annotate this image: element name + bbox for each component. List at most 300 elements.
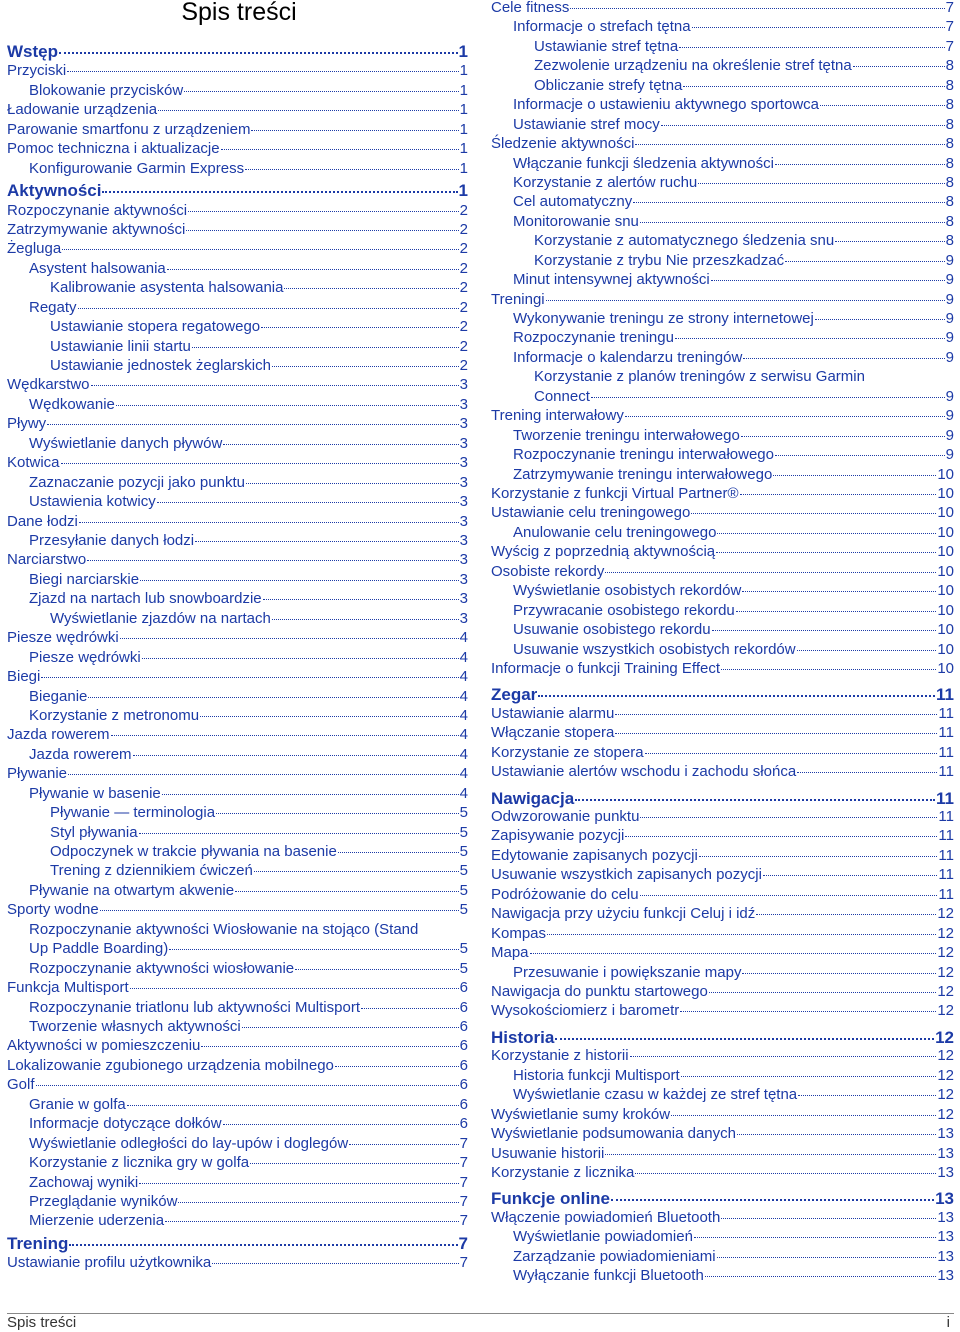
- toc-dot-leader: [717, 1257, 937, 1258]
- toc-entry[interactable]: [7, 160, 468, 177]
- toc-entry[interactable]: [491, 1209, 954, 1226]
- toc-entry[interactable]: [7, 493, 468, 510]
- toc-entry[interactable]: [491, 388, 954, 405]
- toc-page-number: 7: [945, 37, 954, 55]
- toc-entry[interactable]: [491, 291, 954, 308]
- toc-entry[interactable]: [7, 571, 468, 588]
- toc-entry-title: Anulowanie celu treningowego: [513, 523, 717, 541]
- toc-page-number: 4: [459, 687, 468, 705]
- toc-chapter[interactable]: [491, 685, 954, 705]
- toc-entry-title: Odwzorowanie punktu: [491, 808, 640, 826]
- toc-dot-leader: [295, 969, 459, 970]
- toc-entry[interactable]: [491, 1047, 954, 1064]
- toc-entry[interactable]: [7, 338, 468, 355]
- toc-page-number: 8: [945, 173, 954, 191]
- toc-page-number: 8: [945, 193, 954, 211]
- toc-dot-leader: [261, 327, 459, 328]
- toc-entry[interactable]: [7, 1076, 468, 1093]
- toc-page-number: 9: [945, 426, 954, 444]
- toc-entry[interactable]: [491, 763, 954, 780]
- toc-entry-title: Pomoc techniczna i aktualizacje: [7, 140, 220, 158]
- toc-entry[interactable]: [7, 1018, 468, 1035]
- toc-page-number: 11: [938, 846, 954, 864]
- toc-entry-title: Bieganie: [29, 687, 88, 705]
- toc-entry[interactable]: [491, 0, 954, 16]
- toc-entry[interactable]: [7, 726, 468, 743]
- toc-dot-leader: [62, 249, 458, 250]
- toc-entry[interactable]: [491, 77, 954, 94]
- toc-entry[interactable]: [7, 1154, 468, 1171]
- toc-dot-leader: [530, 953, 937, 954]
- toc-entry[interactable]: [7, 82, 468, 99]
- toc-dot-leader: [165, 1221, 459, 1222]
- toc-entry[interactable]: [7, 202, 468, 219]
- toc-entry-title: Rozpoczynanie triatlonu lub aktywności Multisport: [29, 998, 360, 1016]
- toc-page-number: 7: [458, 1233, 468, 1253]
- toc-entry[interactable]: [491, 1067, 954, 1084]
- toc-entry[interactable]: [491, 252, 954, 269]
- toc-page-number: 4: [459, 706, 468, 724]
- toc-page-number: 12: [937, 1066, 954, 1084]
- toc-entry[interactable]: [491, 1164, 954, 1181]
- toc-dot-leader: [797, 650, 937, 651]
- toc-entry[interactable]: [7, 357, 468, 374]
- toc-entry-title: Zapisywanie pozycji: [491, 827, 625, 845]
- toc-entry-title: Informacje o ustawieniu aktywnego sportowca: [513, 96, 819, 114]
- toc-entry[interactable]: [491, 135, 954, 152]
- toc-entry-title: Zjazd na nartach lub snowboardzie: [29, 590, 262, 608]
- toc-entry[interactable]: [491, 563, 954, 580]
- toc-page-number: 12: [937, 1002, 954, 1020]
- toc-entry-title: Funkcje online: [491, 1189, 611, 1209]
- toc-entry[interactable]: [491, 504, 954, 521]
- toc-entry-title: Trening interwałowy: [491, 407, 624, 425]
- toc-dot-leader: [88, 697, 458, 698]
- toc-dot-leader: [167, 269, 459, 270]
- toc-entry[interactable]: [491, 57, 954, 74]
- toc-entry[interactable]: [7, 551, 468, 568]
- toc-dot-leader: [775, 164, 945, 165]
- toc-entry[interactable]: [7, 1174, 468, 1191]
- toc-entry[interactable]: [7, 882, 468, 899]
- toc-page-number: 9: [945, 348, 954, 366]
- toc-entry[interactable]: [7, 474, 468, 491]
- toc-chapter[interactable]: [491, 1189, 954, 1209]
- toc-entry-title: Żegluga: [7, 240, 62, 258]
- toc-dot-leader: [186, 230, 458, 231]
- toc-entry[interactable]: [491, 543, 954, 560]
- toc-entry-title: Korzystanie z funkcji Virtual Partner®: [491, 485, 739, 502]
- toc-entry[interactable]: [7, 376, 468, 393]
- toc-entry[interactable]: [491, 1106, 954, 1123]
- toc-entry[interactable]: [7, 921, 468, 938]
- toc-entry[interactable]: [491, 964, 954, 981]
- toc-entry-title: Trening z dziennikiem ćwiczeń: [50, 862, 253, 880]
- toc-page-number: 11: [938, 808, 954, 826]
- toc-dot-leader: [699, 856, 938, 857]
- toc-entry[interactable]: [7, 318, 468, 335]
- toc-entry[interactable]: [7, 121, 468, 138]
- toc-entry[interactable]: [491, 524, 954, 541]
- toc-entry[interactable]: [491, 368, 954, 385]
- toc-page-number: 9: [945, 407, 954, 425]
- toc-entry-title: Jazda rowerem: [29, 745, 132, 763]
- toc-entry[interactable]: [7, 454, 468, 471]
- toc-entry[interactable]: [7, 279, 468, 296]
- toc-entry[interactable]: [7, 765, 468, 782]
- toc-entry[interactable]: [491, 582, 954, 599]
- toc-entry-title: Nawigacja: [491, 788, 575, 808]
- toc-entry[interactable]: [491, 1086, 954, 1103]
- toc-entry[interactable]: [491, 1125, 954, 1142]
- toc-entry-title: Wyświetlanie podsumowania danych: [491, 1125, 736, 1143]
- toc-entry[interactable]: [7, 940, 468, 957]
- toc-entry[interactable]: [7, 221, 468, 238]
- toc-page-number: 4: [459, 629, 468, 647]
- toc-page-number: 10: [937, 465, 954, 483]
- toc-entry[interactable]: [491, 724, 954, 741]
- toc-entry[interactable]: [7, 1135, 468, 1152]
- toc-dot-leader: [41, 677, 458, 678]
- toc-entry[interactable]: [7, 979, 468, 996]
- toc-dot-leader: [142, 658, 459, 659]
- toc-entry[interactable]: [491, 660, 954, 677]
- toc-entry[interactable]: [7, 1193, 468, 1210]
- toc-page-number: 2: [459, 201, 468, 219]
- toc-entry-title: Ustawianie jednostek żeglarskich: [50, 357, 271, 375]
- toc-entry[interactable]: [491, 808, 954, 825]
- toc-entry[interactable]: [491, 886, 954, 903]
- toc-entry-title: Wędkarstwo: [7, 376, 90, 394]
- toc-chapter[interactable]: [7, 42, 468, 62]
- toc-page-number: 11: [938, 866, 954, 884]
- toc-dot-leader: [120, 638, 459, 639]
- toc-page-number: 1: [459, 101, 468, 119]
- toc-dot-leader: [272, 366, 459, 367]
- toc-entry[interactable]: [491, 1002, 954, 1019]
- toc-dot-leader: [250, 1163, 459, 1164]
- toc-entry[interactable]: [491, 905, 954, 922]
- toc-entry[interactable]: [491, 155, 954, 172]
- toc-entry[interactable]: [491, 349, 954, 366]
- toc-entry[interactable]: [7, 629, 468, 646]
- toc-page-number: 3: [459, 434, 468, 452]
- toc-entry-title: Włączenie powiadomień Bluetooth: [491, 1208, 721, 1226]
- toc-page-number: 12: [937, 1086, 954, 1104]
- toc-entry[interactable]: [491, 744, 954, 761]
- toc-dot-leader: [335, 1066, 459, 1067]
- toc-entry[interactable]: [491, 232, 954, 249]
- toc-page-number: 11: [938, 827, 954, 845]
- toc-dot-leader: [756, 914, 936, 915]
- toc-entry[interactable]: [491, 485, 954, 502]
- toc-entry-title: Korzystanie z planów treningów z serwisu Garmin: [534, 368, 865, 386]
- toc-entry-title: Rozpoczynanie treningu: [513, 329, 674, 347]
- toc-page-number: 10: [937, 621, 954, 639]
- toc-entry-title: Ustawienia kotwicy: [29, 493, 156, 511]
- toc-page-number: 4: [459, 784, 468, 802]
- toc-dot-leader: [223, 1124, 459, 1125]
- toc-entry[interactable]: [491, 116, 954, 133]
- toc-page-number: 5: [459, 823, 468, 841]
- toc-dot-leader: [705, 1276, 937, 1277]
- toc-page-number: 7: [459, 1254, 468, 1272]
- toc-dot-leader: [575, 799, 935, 801]
- toc-entry[interactable]: [491, 329, 954, 346]
- toc-dot-leader: [69, 1244, 457, 1246]
- toc-entry[interactable]: [491, 983, 954, 1000]
- toc-entry[interactable]: [7, 824, 468, 841]
- toc-entry[interactable]: [491, 213, 954, 230]
- toc-chapter[interactable]: [7, 181, 468, 201]
- toc-entry-title: Sporty wodne: [7, 901, 99, 919]
- toc-dot-leader: [133, 755, 459, 756]
- toc-dot-leader: [671, 1115, 936, 1116]
- toc-page-number: 11: [938, 743, 954, 761]
- toc-entry[interactable]: [491, 446, 954, 463]
- toc-entry-title: Zaznaczanie pozycji jako punktu: [29, 473, 245, 491]
- toc-entry-title: Zachowaj wyniki: [29, 1173, 139, 1191]
- toc-entry[interactable]: [491, 466, 954, 483]
- toc-entry-title: Korzystanie z licznika gry w golfa: [29, 1154, 250, 1172]
- toc-entry[interactable]: [491, 641, 954, 658]
- toc-entry[interactable]: [491, 18, 954, 35]
- toc-entry-title: Parowanie smartfonu z urządzeniem: [7, 120, 251, 138]
- toc-entry[interactable]: [491, 96, 954, 113]
- toc-dot-leader: [201, 1046, 458, 1047]
- toc-page-number: 2: [459, 357, 468, 375]
- toc-entry[interactable]: [7, 1212, 468, 1229]
- toc-entry[interactable]: [491, 621, 954, 638]
- toc-entry-title: Pływanie — terminologia: [50, 804, 216, 822]
- toc-dot-leader: [47, 424, 458, 425]
- toc-entry-title: Rozpoczynanie treningu interwałowego: [513, 446, 774, 464]
- toc-entry-title: Minut intensywnej aktywności: [513, 271, 710, 289]
- toc-entry[interactable]: [491, 827, 954, 844]
- toc-dot-leader: [763, 875, 937, 876]
- toc-chapter[interactable]: [7, 1234, 468, 1254]
- toc-entry[interactable]: [491, 866, 954, 883]
- toc-page-number: 8: [945, 212, 954, 230]
- toc-entry-title: Trening: [7, 1233, 69, 1253]
- toc-page-number: 2: [459, 337, 468, 355]
- toc-entry-title: Odpoczynek w trakcie pływania na basenie: [50, 843, 337, 861]
- toc-entry[interactable]: [491, 1248, 954, 1265]
- toc-entry[interactable]: [7, 999, 468, 1016]
- toc-entry[interactable]: [7, 843, 468, 860]
- toc-entry[interactable]: [7, 299, 468, 316]
- toc-page-number: 1: [458, 181, 468, 201]
- toc-entry-title: Mierzenie uderzenia: [29, 1212, 165, 1230]
- toc-entry[interactable]: [491, 1267, 954, 1284]
- toc-dot-leader: [717, 533, 936, 534]
- toc-entry[interactable]: [7, 590, 468, 607]
- toc-dot-leader: [740, 494, 937, 495]
- toc-page-number: 7: [459, 1192, 468, 1210]
- toc-entry[interactable]: [491, 174, 954, 191]
- toc-dot-leader: [169, 949, 458, 950]
- toc-entry-title: Pływanie na otwartym akwenie: [29, 881, 235, 899]
- toc-page-number: 7: [459, 1212, 468, 1230]
- toc-dot-leader: [681, 1076, 937, 1077]
- toc-page-number: 6: [459, 1115, 468, 1133]
- toc-entry[interactable]: [491, 310, 954, 327]
- toc-dot-leader: [538, 695, 935, 697]
- toc-page-number: 8: [945, 154, 954, 172]
- toc-entry-title: Zatrzymywanie treningu interwałowego: [513, 465, 773, 483]
- toc-page-number: 12: [937, 1047, 954, 1065]
- toc-dot-leader: [555, 1038, 934, 1040]
- toc-entry[interactable]: [7, 1115, 468, 1132]
- toc-dot-leader: [661, 125, 945, 126]
- toc-entry-title: Piesze wędrówki: [7, 629, 119, 647]
- toc-entry[interactable]: [491, 193, 954, 210]
- toc-dot-leader: [716, 552, 936, 553]
- toc-entry[interactable]: [7, 62, 468, 79]
- toc-page-number: 3: [459, 376, 468, 394]
- toc-entry-title: Edytowanie zapisanych pozycji: [491, 846, 698, 864]
- toc-page-number: 2: [459, 279, 468, 297]
- toc-dot-leader: [127, 1105, 459, 1106]
- toc-entry-title: Mapa: [491, 944, 529, 962]
- toc-chapter[interactable]: [491, 1028, 954, 1048]
- toc-page-number: 13: [937, 1208, 954, 1226]
- toc-page-number: 13: [937, 1125, 954, 1143]
- toc-dot-leader: [709, 992, 937, 993]
- toc-page-number: 3: [459, 473, 468, 491]
- toc-entry-title: Przywracanie osobistego rekordu: [513, 601, 735, 619]
- toc-entry[interactable]: [491, 705, 954, 722]
- toc-entry[interactable]: [7, 901, 468, 918]
- toc-dot-leader: [797, 772, 937, 773]
- toc-page-number: 13: [937, 1163, 954, 1181]
- toc-page-number: 2: [459, 259, 468, 277]
- toc-dot-leader: [87, 560, 458, 561]
- toc-dot-leader: [853, 66, 945, 67]
- footer-divider: [7, 1313, 954, 1314]
- toc-page-number: 13: [937, 1247, 954, 1265]
- toc-dot-leader: [675, 338, 945, 339]
- toc-dot-leader: [683, 86, 944, 87]
- toc-page-number: 10: [937, 523, 954, 541]
- toc-page-number: 5: [459, 940, 468, 958]
- toc-page-number: 9: [945, 310, 954, 328]
- toc-entry[interactable]: [491, 944, 954, 961]
- toc-page-number: 5: [459, 959, 468, 977]
- toc-page-number: 4: [459, 648, 468, 666]
- toc-page-number: 7: [459, 1134, 468, 1152]
- toc-dot-leader: [242, 1027, 459, 1028]
- toc-page-number: 10: [937, 601, 954, 619]
- toc-dot-leader: [630, 1056, 937, 1057]
- toc-entry-title: Granie w golfa: [29, 1095, 126, 1113]
- toc-entry-title: Rozpoczynanie aktywności wiosłowanie: [29, 959, 295, 977]
- toc-entry[interactable]: [7, 1254, 468, 1271]
- toc-entry[interactable]: [7, 610, 468, 627]
- toc-dot-leader: [547, 934, 936, 935]
- toc-page-number: 10: [937, 504, 954, 522]
- toc-entry[interactable]: [491, 925, 954, 942]
- toc-entry[interactable]: [7, 862, 468, 879]
- toc-entry[interactable]: [7, 785, 468, 802]
- toc-entry[interactable]: [491, 271, 954, 288]
- toc-dot-leader: [645, 753, 938, 754]
- toc-entry[interactable]: [7, 688, 468, 705]
- toc-dot-leader: [679, 47, 944, 48]
- toc-entry[interactable]: [7, 649, 468, 666]
- toc-dot-leader: [79, 522, 459, 523]
- toc-page-number: 3: [459, 395, 468, 413]
- toc-entry[interactable]: [7, 804, 468, 821]
- toc-entry[interactable]: [7, 746, 468, 763]
- toc-entry[interactable]: [491, 427, 954, 444]
- toc-entry[interactable]: [7, 1037, 468, 1054]
- toc-entry[interactable]: [7, 396, 468, 413]
- toc-entry-title: Dane łodzi: [7, 512, 78, 530]
- toc-dot-leader: [349, 1144, 458, 1145]
- toc-entry[interactable]: [7, 513, 468, 530]
- toc-entry[interactable]: [491, 38, 954, 55]
- toc-entry-title: Pływanie w basenie: [29, 784, 161, 802]
- toc-page-number: 6: [459, 1037, 468, 1055]
- toc-entry[interactable]: [7, 668, 468, 685]
- toc-entry-title: Wyświetlanie osobistych rekordów: [513, 582, 742, 600]
- toc-entry[interactable]: [7, 960, 468, 977]
- toc-entry[interactable]: [7, 260, 468, 277]
- toc-dot-leader: [712, 630, 937, 631]
- toc-page-number: 6: [459, 979, 468, 997]
- toc-entry[interactable]: [491, 1228, 954, 1245]
- toc-entry-title: Nawigacja przy użyciu funkcji Celuj i idź: [491, 905, 756, 923]
- toc-entry[interactable]: [7, 1096, 468, 1113]
- toc-entry-title: Connect: [534, 387, 590, 405]
- toc-entry[interactable]: [491, 602, 954, 619]
- toc-entry[interactable]: [7, 240, 468, 257]
- toc-dot-leader: [195, 541, 459, 542]
- toc-entry[interactable]: [491, 847, 954, 864]
- toc-dot-leader: [691, 513, 936, 514]
- toc-page-number: 9: [945, 446, 954, 464]
- toc-dot-leader: [116, 405, 459, 406]
- toc-entry-title: Przyciski: [7, 62, 67, 80]
- toc-entry[interactable]: [7, 1057, 468, 1074]
- toc-dot-leader: [102, 191, 457, 193]
- toc-entry-title: Włączanie stopera: [491, 724, 615, 742]
- toc-dot-leader: [615, 714, 937, 715]
- toc-entry-title: Podróżowanie do celu: [491, 885, 639, 903]
- toc-dot-leader: [635, 1173, 936, 1174]
- toc-entry-title: Zezwolenie urządzeniu na określenie stref tętna: [534, 57, 852, 75]
- toc-dot-leader: [263, 599, 459, 600]
- toc-entry[interactable]: [7, 140, 468, 157]
- toc-entry[interactable]: [7, 101, 468, 118]
- toc-entry-title: Aktywności w pomieszczeniu: [7, 1037, 201, 1055]
- toc-entry-title: Wyświetlanie powiadomień: [513, 1228, 693, 1246]
- toc-entry[interactable]: [7, 532, 468, 549]
- toc-entry[interactable]: [491, 1145, 954, 1162]
- toc-chapter[interactable]: [491, 789, 954, 809]
- toc-entry[interactable]: [7, 707, 468, 724]
- toc-entry-title: Korzystanie ze stopera: [491, 743, 644, 761]
- toc-dot-leader: [605, 572, 936, 573]
- toc-page-number: 2: [459, 298, 468, 316]
- toc-entry[interactable]: [7, 435, 468, 452]
- toc-entry[interactable]: [491, 407, 954, 424]
- toc-dot-leader: [721, 1218, 936, 1219]
- toc-page-number: 3: [459, 551, 468, 569]
- toc-page-number: 8: [945, 115, 954, 133]
- toc-entry[interactable]: [7, 415, 468, 432]
